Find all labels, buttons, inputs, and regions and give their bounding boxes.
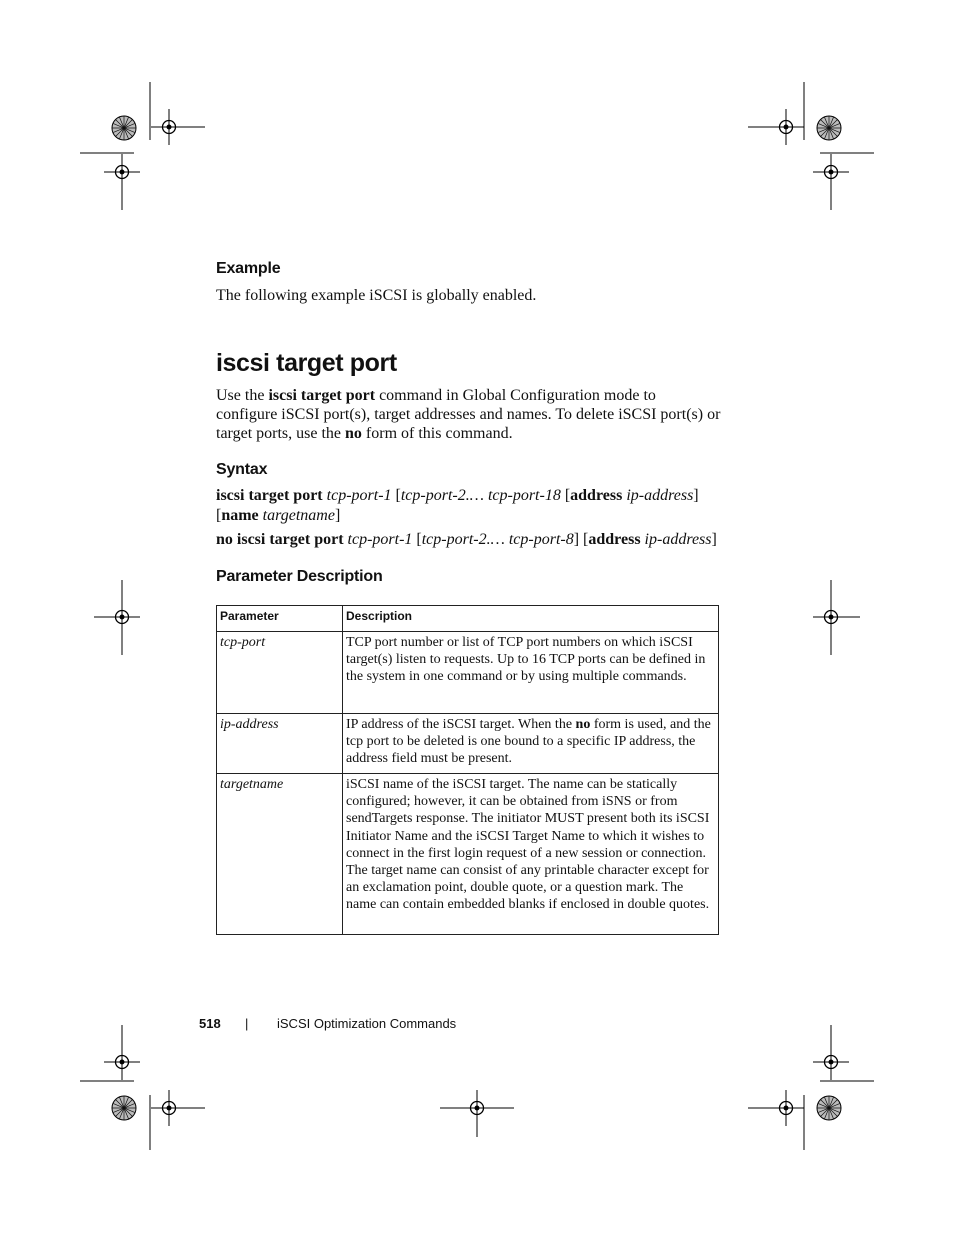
table-row [217,632,719,714]
parameter-name: targetname [217,774,343,935]
column-header-parameter: Parameter [217,606,343,632]
syntax-arg: tcp-port-2.… tcp-port-18 [400,487,561,504]
parameter-table [216,605,719,935]
command-title: iscsi target port [216,349,397,377]
syntax-keyword: name [221,507,259,524]
table-row [217,774,719,935]
syntax-bracket: ] [ [573,531,589,548]
page-number: 518 [199,1016,221,1031]
parameter-description: TCP port number or list of TCP port numbers on which iSCSI target(s) listen to requests. Up to 16 TCP ports can be defined in the system in one command or by using multiple commands. [343,632,719,714]
command-description [216,386,721,443]
table-row [217,714,719,774]
syntax-arg: tcp-port-2.… tcp-port-8 [421,531,574,548]
syntax-heading: Syntax [216,461,268,478]
syntax-arg: ip-address [644,531,712,548]
syntax-line-1 [216,486,726,526]
column-header-description: Description [343,606,719,632]
desc-mid: command in Global Configuration mode to configure iSCSI port(s), target addresses and names. To delete iSCSI port(s) or target ports, use the [216,387,721,442]
syntax-arg: tcp-port-1 [347,531,413,548]
desc-pre: Use the [216,387,269,404]
parameter-description: iSCSI name of the iSCSI target. The name can be statically configured; however, it can be obtained from iSNS or from sendTargets response. The initiator MUST present both its iSCSI Initiator Name and the iSCSI Target Name to which it wishes to connect in the first login request of a new session or connection. The target name can consist of any printable character except for an exclamation point, double quote, or a question mark. The name can contain embedded blanks if enclosed in double quotes. [343,774,719,935]
desc-post: form is used, and the tcp port to be deleted is one bound to a specific IP address, the address field must be present. [346,717,711,767]
syntax-cmd: no iscsi target port [216,531,344,548]
desc-command: iscsi target port [268,387,376,404]
desc-post: form of this command. [361,425,513,442]
syntax-bracket: [ [412,531,422,548]
table-header-row [217,606,719,632]
syntax-cmd: iscsi target port [216,487,323,504]
parameter-name: tcp-port [217,632,343,714]
syntax-bracket: [ [391,487,401,504]
example-text: The following example iSCSI is globally enabled. [216,287,537,304]
desc-no-keyword: no [575,717,591,732]
parameter-description [343,714,719,774]
syntax-arg: tcp-port-1 [326,487,392,504]
syntax-bracket: ] [711,531,717,548]
syntax-keyword: address [570,487,623,504]
syntax-arg: targetname [262,507,335,524]
footer-separator: | [245,1016,249,1031]
syntax-bracket: ] [334,507,341,524]
desc-no-keyword: no [345,425,362,442]
syntax-arg: ip-address [626,487,694,504]
parameter-name: ip-address [217,714,343,774]
desc-pre: IP address of the iSCSI target. When the [346,717,576,732]
syntax-bracket: ] [693,487,699,504]
syntax-line-2 [216,530,726,550]
syntax-keyword: address [588,531,641,548]
syntax-bracket: [ [216,507,222,524]
example-heading: Example [216,260,281,277]
parameter-description-heading: Parameter Description [216,568,383,585]
footer-section-title: iSCSI Optimization Commands [277,1016,457,1031]
syntax-bracket: [ [560,487,571,504]
